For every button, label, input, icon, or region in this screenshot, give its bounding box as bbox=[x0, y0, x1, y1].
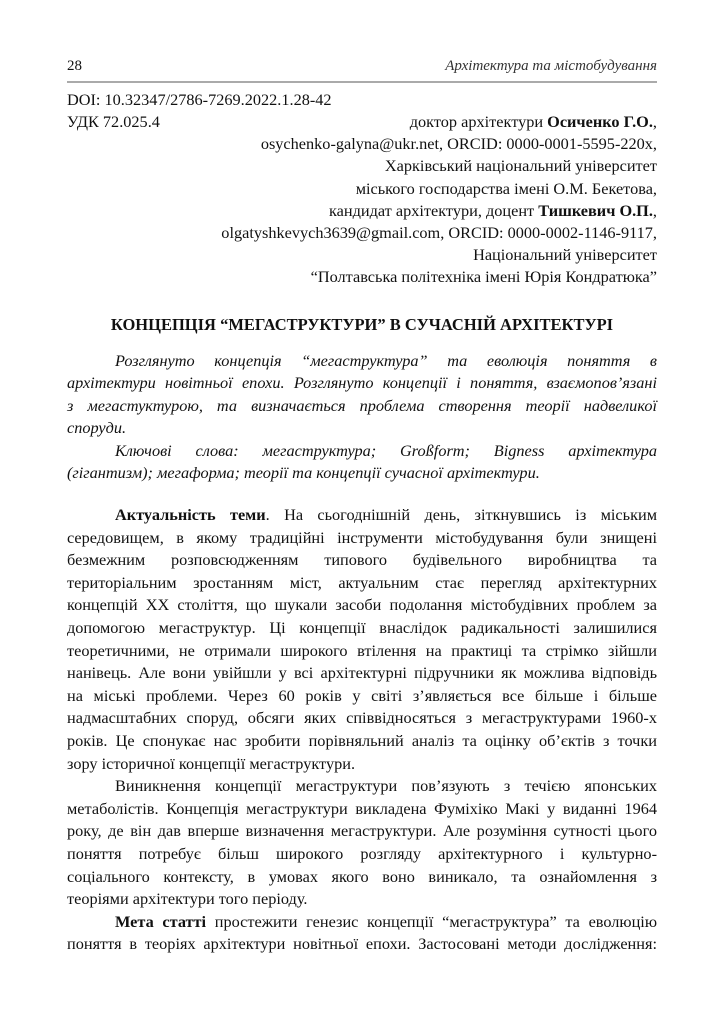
origin-paragraph: року, де він дав вперше визначення мегаструктури. Але розуміння сутності цього bbox=[67, 821, 657, 841]
punct: , bbox=[652, 112, 657, 131]
author-degree: кандидат архітектури, доцент bbox=[328, 200, 539, 220]
relevance-paragraph: зору історичної концепції мегаструктури. bbox=[67, 753, 356, 773]
relevance-paragraph: теоретичними, не отримали широкого втілення на практиці та стрімко зійшли bbox=[67, 640, 657, 660]
author-text: Національний університет bbox=[473, 245, 657, 265]
relevance-paragraph bbox=[115, 504, 657, 526]
abstract-line: архітектури новітньої епохи. Розглянуто концепції і поняття, взаємопов’язані bbox=[67, 373, 657, 392]
abstract-line: Розглянуто концепція “мегаструктура” та еволюція поняття в bbox=[115, 351, 657, 370]
author-line bbox=[67, 222, 657, 244]
author-line bbox=[67, 244, 657, 266]
author-text: міського господарства імені О.М. Бекетова, bbox=[355, 178, 657, 198]
author-name: Осиченко Г.О. bbox=[547, 112, 653, 131]
origin-paragraph: поняття потребує більш широкого розгляду архітектурного і культурно- bbox=[67, 844, 657, 863]
aim-paragraph-text: простежити генезис концепції “мегаструктура” та еволюцію bbox=[206, 911, 657, 931]
origin-paragraph: метаболістів. Концепція мегаструктури викладена Фуміхіко Макі у виданні 1964 bbox=[67, 798, 657, 818]
relevance-paragraph: безмежним розповсюдженням типового будівельного виробництва та bbox=[67, 550, 657, 570]
relevance-paragraph: нанівець. Але вони увійшли у всі архітектурні підручники як можлива відповідь bbox=[67, 663, 657, 683]
author-text: osychenko-galyna@ukr.net, ORCID: 0000-0001-5595-220x, bbox=[260, 134, 657, 154]
journal-title: Архітектура та містобудування bbox=[445, 58, 657, 74]
relevance-paragraph: надмасштабних споруд, обсяги яких співвідносяться з мегаструктурами 1960-х bbox=[67, 708, 657, 728]
page-number: 28 bbox=[67, 58, 82, 74]
abstract-line: з мегастуктурою, та визначається проблема створення теорії надвеликої bbox=[67, 396, 657, 415]
origin-paragraph: теоріями архітектури того періоду. bbox=[67, 889, 308, 909]
relevance-paragraph: концепцій XX століття, що шукали засоби подолання містобудівних проблем за bbox=[67, 595, 657, 615]
author-line bbox=[67, 155, 657, 177]
origin-paragraph: Виникнення концепції мегаструктури пов’язують з течією японських bbox=[115, 776, 657, 796]
abstract-line: споруди. bbox=[67, 418, 127, 437]
header-rule bbox=[67, 81, 657, 83]
relevance-paragraph-lead: Актуальність теми bbox=[115, 505, 266, 524]
author-line bbox=[67, 178, 657, 200]
relevance-paragraph: середовищем, в якому традиційні інструменти містобудування були знищені bbox=[67, 527, 657, 547]
keywords-line: (гігантизм); мегаформа; теорії та концепції сучасної архітектури. bbox=[67, 463, 540, 482]
author-line bbox=[67, 133, 657, 155]
author-text: olgatyshkevych3639@gmail.com, ORCID: 0000-0002-1146-9117, bbox=[221, 223, 657, 242]
relevance-paragraph: допомогою мегаструктур. Ці концепції внаслідок радикальності залишилися bbox=[67, 618, 657, 637]
udk: УДК 72.025.4 bbox=[67, 112, 160, 131]
author-text: Харківський національний університет bbox=[384, 156, 657, 176]
relevance-paragraph-text: . На сьогоднішній день, зіткнувшись із міським bbox=[265, 505, 657, 524]
author-degree: доктор архітектури bbox=[409, 112, 548, 131]
doi: DOI: 10.32347/2786-7269.2022.1.28-42 bbox=[67, 90, 332, 109]
relevance-paragraph: територіальним зростанням міст, актуальним стає перегляд архітектурних bbox=[67, 572, 657, 592]
keywords-line: Ключові слова: мегаструктура; Großform; Bigness архітектура bbox=[115, 441, 657, 460]
article-title: КОНЦЕПЦІЯ “МЕГАСТРУКТУРИ” В СУЧАСНІЙ АРХІТЕКТУРІ bbox=[110, 315, 614, 334]
origin-paragraph: соціального контексту, в умовах якого воно виникало, та ознайомлення з bbox=[67, 866, 657, 886]
author-text: “Полтавська політехніка імені Юрія Кондратюка” bbox=[310, 267, 657, 287]
author-line bbox=[67, 200, 657, 222]
aim-paragraph: поняття в теоріях архітектури новітньої епохи. Застосовані методи дослідження: bbox=[67, 934, 657, 954]
author-line bbox=[67, 266, 657, 288]
aim-paragraph-lead: Мета статті bbox=[115, 911, 207, 931]
author-name: Тишкевич О.П. bbox=[538, 200, 653, 220]
relevance-paragraph: на міські проблеми. Через 60 років у світі з’являється все більше і більше bbox=[67, 685, 657, 705]
aim-paragraph bbox=[115, 911, 657, 933]
relevance-paragraph: років. Це спонукає нас зробити порівняльний аналіз та оцінку об’єктів з точки bbox=[67, 731, 657, 750]
running-header bbox=[67, 56, 657, 76]
punct: , bbox=[652, 200, 657, 220]
author-line bbox=[67, 111, 657, 133]
